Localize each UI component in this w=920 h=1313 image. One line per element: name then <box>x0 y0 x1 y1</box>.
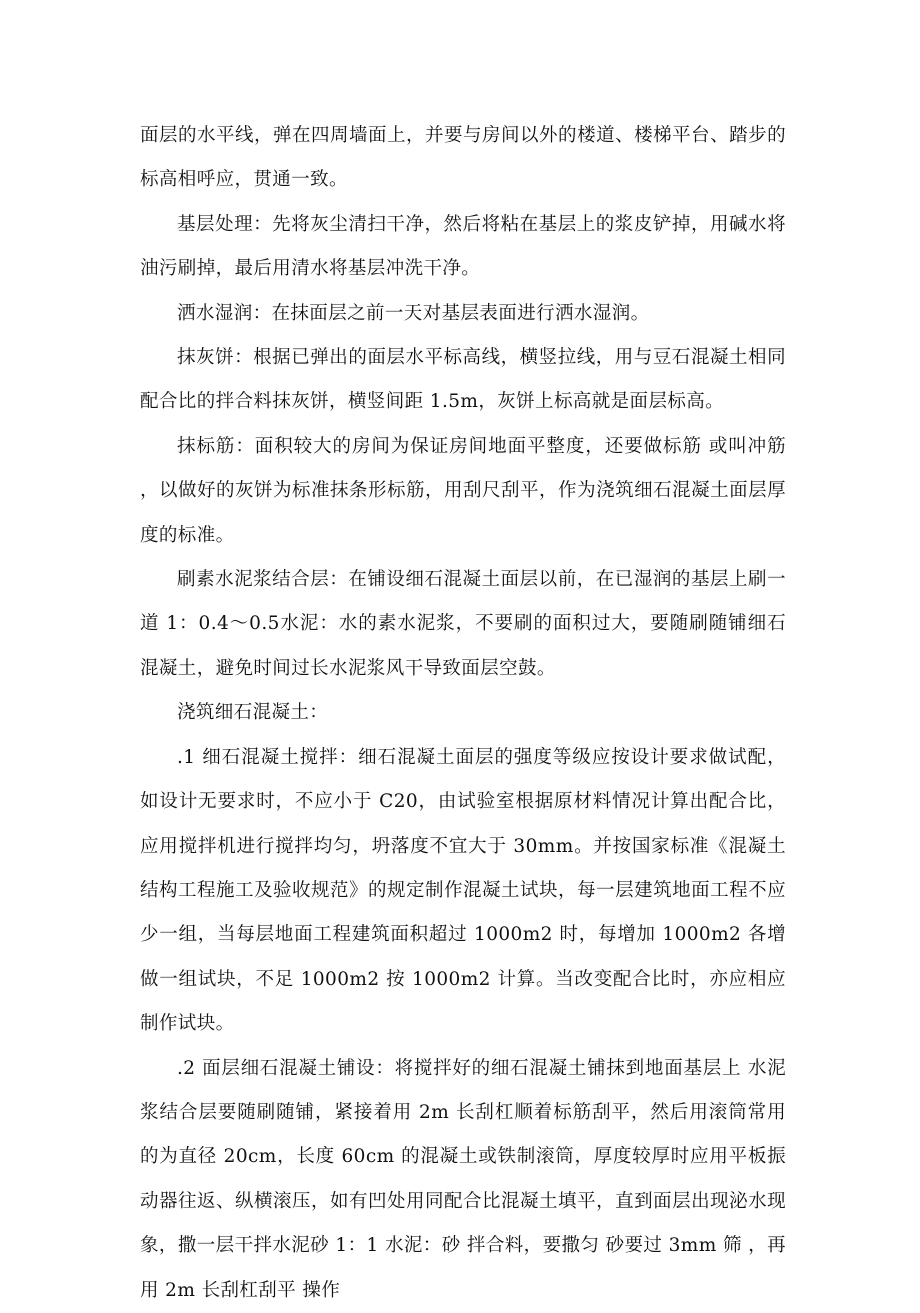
paragraph-8: .1 细石混凝土搅拌：细石混凝土面层的强度等级应按设计要求做试配，如设计无要求时，不应小于 C20，由试验室根据原材料情况计算出配合比，应用搅拌机进行搅拌均匀，坍落度不宜大于 30mm。并按国家标准《混凝土结构工程施工及验收规范》的规定制作混凝土试块，每一层建筑地面工程不应少一组，当每层地面工程建筑面积超过 1000m2 时，每增加 1000m2 各增做一组试块，不足 1000m2 按 1000m2 计算。当改变配合比时，亦应相应制作试块。 <box>140 746 786 1035</box>
paragraph-5: 抹标筋：面积较大的房间为保证房间地面平整度，还要做标筋 或叫冲筋 ，以做好的灰饼为标准抹条形标筋，用刮尺刮平，作为浇筑细石混凝土面层厚度的标准。 <box>140 435 786 546</box>
paragraph-4: 抹灰饼：根据已弹出的面层水平标高线，横竖拉线，用与豆石混凝土相同配合比的拌合料抹灰饼，横竖间距 1.5m，灰饼上标高就是面层标高。 <box>140 347 786 413</box>
paragraph-7: 浇筑细石混凝土： <box>177 702 329 724</box>
document-body <box>140 114 786 1313</box>
paragraph-2: 基层处理：先将灰尘清扫干净，然后将粘在基层上的浆皮铲掉，用碱水将油污刷掉，最后用清水将基层冲洗干净。 <box>140 213 786 280</box>
paragraph-6: 刷素水泥浆结合层：在铺设细石混凝土面层以前，在已湿润的基层上刷一道 1：0.4～0.5水泥：水的素水泥浆，不要刷的面积过大，要随刷随铺细石混凝土，避免时间过长水泥浆风干导致面层空鼓。 <box>140 569 786 679</box>
paragraph-3: 洒水湿润：在抹面层之前一天对基层表面进行洒水湿润。 <box>177 302 650 324</box>
paragraph-9: .2 面层细石混凝土铺设：将搅拌好的细石混凝土铺抹到地面基层上 水泥浆结合层要随刷随铺，紧接着用 2m 长刮杠顺着标筋刮平，然后用滚筒常用的为直径 20cm，长度 60cm 的混凝土或铁制滚筒，厚度较厚时应用平板振动器往返、纵横滚压，如有凹处用同配合比混凝土填平，直到面层出现泌水现象，撒一层干拌水泥砂 1：1 水泥：砂 拌合料，要撒匀 砂要过 3mm 筛 ，再用 2m 长刮杠刮平 操作 <box>140 1057 786 1301</box>
paragraph-1: 面层的水平线，弹在四周墙面上，并要与房间以外的楼道、楼梯平台、踏步的标高相呼应，贯通一致。 <box>140 125 786 191</box>
